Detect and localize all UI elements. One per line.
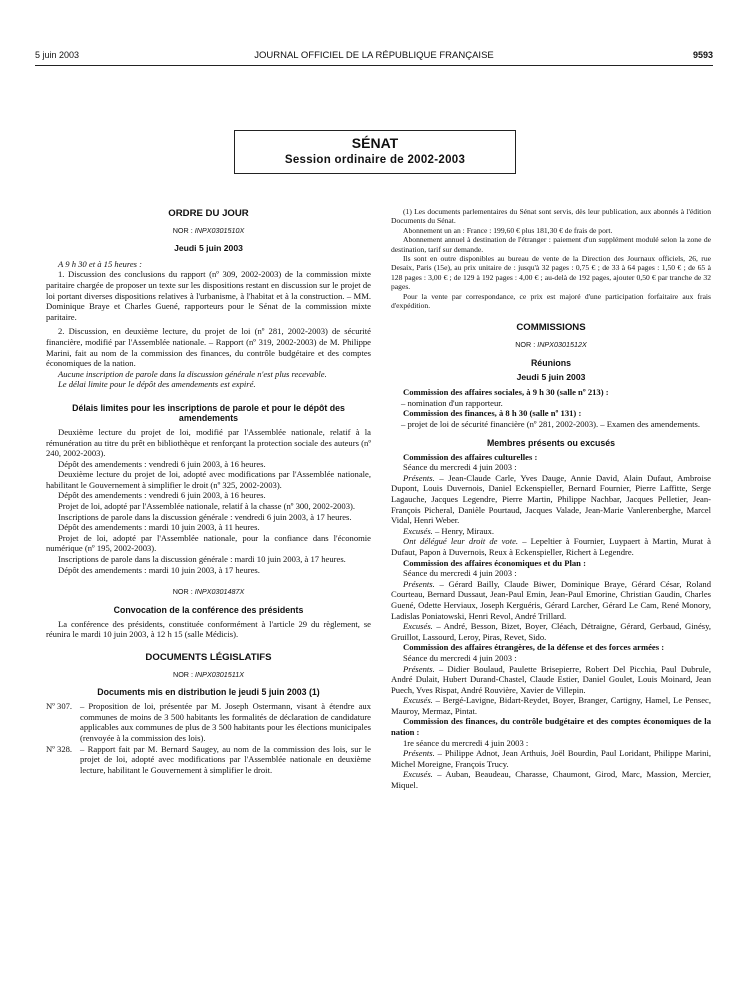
document-item — [46, 701, 371, 743]
senat-title: SÉNAT — [351, 135, 399, 151]
culturelles-presents — [391, 473, 711, 526]
economiques-excuses — [391, 621, 711, 642]
right-column — [391, 207, 711, 791]
finances-heading: Commission des finances, à 8 h 30 (salle nº 131) : — [403, 408, 582, 419]
ordre-du-jour-heading: ORDRE DU JOUR — [168, 208, 249, 219]
delais-p4-depot: Dépôt des amendements : mardi 10 juin 2003, à 17 heures. — [58, 564, 260, 575]
excuses-list: – Bergé-Lavigne, Bidart-Reydet, Boyer, Branger, Cartigny, Hamel, Le Pensec, Mauroy, Mermaz, Pintat. — [391, 695, 711, 716]
senat-title-box — [234, 130, 516, 174]
ordre-nor — [46, 226, 371, 237]
footnote-2: Abonnement un an : France : 199,60 € plus 181,30 € de frais de port. — [403, 225, 613, 235]
nor-code: INPX0301511X — [194, 669, 244, 679]
excuses-label: Excusés. — [403, 621, 433, 632]
culturelles-heading: Commission des affaires culturelles : — [403, 451, 538, 462]
document-item — [46, 744, 371, 776]
delais-p2-depot: Dépôt des amendements : vendredi 6 juin 2003, à 16 heures. — [58, 490, 266, 501]
comm-nor — [391, 340, 711, 351]
document-number: Nº 307. — [46, 701, 73, 712]
nor-code: INPX0301487X — [194, 587, 245, 597]
delais-p1: Deuxième lecture du projet de loi, modifié par l'Assemblée nationale, relatif à la rémunération au titre du prêt en bibliothèque et renforçant la protection sociale des auteurs (nº 240, 2002-2003). — [46, 426, 371, 459]
nor-label: NOR : — [515, 340, 536, 350]
ordre-time: A 9 h 30 et à 15 heures : — [58, 258, 143, 269]
convocation-text: La conférence des présidents, constituée conformément à l'article 29 du règlement, se réunira le mardi 10 juin 2003, à 12 h 15 (salle Médicis). — [46, 618, 371, 640]
document-number: Nº 328. — [46, 743, 73, 754]
excuses-list: – Henry, Miraux. — [432, 525, 495, 536]
document-text: – Proposition de loi, présentée par M. Joseph Ostermann, visant à étendre aux communes de moins de 3 500 habitants les formalités de déclaration de candidature applicables aux communes de plus de 3 500 habitants pour les élections municipales (renvoyée à la commission des lois). — [80, 701, 371, 743]
presents-label: Présents. — [403, 748, 435, 759]
reunions-heading: Réunions — [530, 357, 572, 368]
presents-label: Présents. — [403, 663, 435, 674]
reunions-date: Jeudi 5 juin 2003 — [516, 371, 586, 382]
delais-heading: Délais limites pour les inscriptions de parole et pour le dépôt des amendements — [72, 402, 345, 423]
finances-item: – projet de loi de sécurité financière (nº 281, 2002-2003). – Examen des amendements. — [401, 419, 701, 430]
nor-label: NOR : — [172, 587, 193, 597]
header-date: 5 juin 2003 — [35, 50, 80, 60]
delais-p3-inscriptions: Inscriptions de parole dans la discussion générale : vendredi 6 juin 2003, à 17 heures. — [58, 511, 352, 522]
footnote-block — [391, 207, 711, 310]
header-page-number: 9593 — [692, 50, 713, 60]
etrangeres-excuses — [391, 695, 711, 716]
finances2-presents — [391, 748, 711, 769]
delais-p1-depot: Dépôt des amendements : vendredi 6 juin 2003, à 16 heures. — [58, 458, 266, 469]
delegue-list: – Lepeltier à Fournier, Luypaert à Martin, Murat à Dufaut, Papon à Duvernois, Reux à Eckenspieller, Richert à Legendre. — [391, 536, 711, 557]
nor-code: INPX0301512X — [537, 340, 587, 350]
left-column — [46, 205, 371, 775]
etrangeres-heading: Commission des affaires étrangères, de la défense et des forces armées : — [403, 642, 665, 653]
presents-list: – Gérard Bailly, Claude Biwer, Dominique Braye, Gérard César, Roland Courteau, Bernard Dussaut, Jean-Paul Emin, Jean-Paul Emorine, Christian Gaudin, Charles Guené, Odette Herviaux, Joseph Kerguéris, Gérard Larcher, Gérard Le Cam, René Monory, Ladislas Poniatowski, Henri Revol, André Trillard. — [391, 578, 711, 621]
delais-p3-depot: Dépôt des amendements : mardi 10 juin 2003, à 11 heures. — [58, 522, 260, 533]
document-text: – Rapport fait par M. Bernard Saugey, au nom de la commission des lois, sur le projet de loi, adopté avec modifications par l'Assemblée nationale en deuxième lecture, habilitant le Gouvernement à simplifier le droit. — [80, 743, 371, 775]
excuses-label: Excusés. — [403, 769, 433, 780]
etrangeres-presents — [391, 664, 711, 696]
documents-subtitle: Documents mis en distribution le jeudi 5 juin 2003 (1) — [97, 687, 320, 698]
finances2-heading: Commission des finances, du contrôle budgétaire et des comptes économiques de la nation : — [391, 716, 711, 738]
ordre-item-2: 2. Discussion, en deuxième lecture, du projet de loi (nº 281, 2002-2003) de sécurité financière, modifié par l'Assemblée nationale. – Rapport (nº 319, 2002-2003) de M. Philippe Marini, fait au nom de la commission des finances, du contrôle budgétaire et des comptes économiques de la nation. — [46, 326, 371, 369]
ordre-note-2: Le délai limite pour le dépôt des amendements est expiré. — [58, 379, 256, 390]
footnote-3: Abonnement annuel à destination de l'étranger : paiement d'un supplément modulé selon la zone de destination, tarif sur demande. — [391, 235, 711, 254]
economiques-presents — [391, 579, 711, 621]
session-title: Session ordinaire de 2002-2003 — [284, 154, 466, 166]
economiques-heading: Commission des affaires économiques et du Plan : — [403, 557, 586, 568]
presents-label: Présents. — [403, 472, 435, 483]
delais-p4-inscriptions: Inscriptions de parole dans la discussion générale : mardi 10 juin 2003, à 17 heures. — [58, 554, 346, 565]
nor-label: NOR : — [173, 669, 193, 679]
excuses-list: – Auban, Beaudeau, Charasse, Chaumont, Girod, Marc, Massion, Mercier, Miquel. — [391, 769, 711, 791]
sociales-heading: Commission des affaires sociales, à 9 h 30 (salle nº 213) : — [403, 387, 609, 398]
documents-heading: DOCUMENTS LÉGISLATIFS — [145, 652, 272, 663]
convocation-heading: Convocation de la conférence des présidents — [113, 604, 304, 615]
ordre-item-1: 1. Discussion des conclusions du rapport (nº 309, 2002-2003) de la commission mixte paritaire chargée de proposer un texte sur les dispositions restant en discussion sur le projet de loi portant diverses dispositions relatives à l'urbanisme, à l'habitat et à la construction. – MM. Dominique Braye et Charles Guené, rapporteurs pour le Sénat de la commission mixte paritaire. — [46, 269, 371, 322]
excuses-label: Excusés. — [403, 525, 433, 536]
culturelles-seance: Séance du mercredi 4 juin 2003 : — [403, 462, 517, 473]
commissions-heading: COMMISSIONS — [516, 322, 586, 334]
nor-code: INPX0301510X — [194, 225, 245, 235]
footnote-5: Pour la vente par correspondance, ce prix est majoré d'une participation forfaitaire aux frais d'expédition. — [391, 291, 711, 311]
presents-list: – Jean-Claude Carle, Yves Dauge, Annie David, Alain Dufaut, Ambroise Dupont, Louis Duvernois, Daniel Eckenspieller, Bernard Fournier, Pierre Laffitte, Serge Lagauche, Jacques Legendre, Pierre Martin, Philippe Nachbar, Jacques Pelletier, Jean-François Picheral, Danièle Pourtaud, Jacques Valade, Jean-Marie Vanlerenberghe, Marcel Vidal, Henri Weber. — [391, 472, 711, 526]
ordre-date: Jeudi 5 juin 2003 — [174, 243, 243, 254]
docs-nor — [46, 670, 371, 681]
culturelles-delegue — [391, 536, 711, 557]
conv-nor — [46, 587, 371, 598]
economiques-seance: Séance du mercredi 4 juin 2003 : — [403, 568, 517, 579]
excuses-list: – André, Besson, Bizet, Boyer, Cléach, Détraigne, Gérard, Gerbaud, Ginésy, Gruillot, Lassourd, Leroy, Piras, Revet, Sido. — [391, 621, 711, 642]
delais-p2: Deuxième lecture du projet de loi, adopté avec modifications par l'Assemblée nationale, habilitant le Gouvernement à simplifier le droit (nº 325, 2002-2003). — [46, 469, 371, 490]
page-header — [35, 50, 713, 64]
etrangeres-seance: Séance du mercredi 4 juin 2003 : — [403, 652, 517, 663]
delais-p3: Projet de loi, adopté par l'Assemblée nationale, relatif à la chasse (nº 300, 2002-2003). — [58, 501, 356, 512]
excuses-label: Excusés. — [403, 695, 433, 706]
finances2-seance: 1re séance du mercredi 4 juin 2003 : — [403, 737, 529, 748]
nor-label: NOR : — [172, 225, 193, 235]
header-rule — [35, 65, 713, 66]
sociales-item: – nomination d'un rapporteur. — [401, 397, 503, 408]
footnote-1: (1) Les documents parlementaires du Sénat sont servis, dès leur publication, aux abonnés à l'édition Documents du Sénat. — [391, 207, 711, 226]
header-journal-title: JOURNAL OFFICIEL DE LA RÉPUBLIQUE FRANÇAISE — [254, 50, 494, 61]
delegue-label: Ont délégué leur droit de vote. — [403, 536, 519, 547]
membres-heading: Membres présents ou excusés — [486, 437, 616, 448]
presents-list: – Didier Boulaud, Paulette Brisepierre, Robert Del Picchia, Paul Dubrule, André Dulait, Hubert Durand-Chastel, Claude Estier, Daniel Goulet, Louis Moinard, Jean Puech, Yves Rispat, André Rouvière, Xavier de Villepin. — [391, 663, 711, 695]
delais-p4: Projet de loi, adopté par l'Assemblée nationale, pour la confiance dans l'économie numérique (nº 195, 2002-2003). — [46, 532, 371, 554]
finances2-excuses — [391, 769, 711, 790]
culturelles-excuses — [391, 526, 711, 537]
presents-label: Présents. — [403, 578, 435, 589]
footnote-4: Ils sont en outre disponibles au bureau de vente de la Direction des Journaux officiels, 26, rue Desaix, Paris (15e), au prix unitaire de : jusqu'à 32 pages : 0,75 € ; de 33 à 64 pages : 1,50 € ; de 65 à 128 pages : 3,00 € ; de 129 à 192 pages : 4,00 € ; au-delà de 192 pages, ajouter 0,50 € par tranche de 32 pages. — [391, 254, 711, 292]
ordre-note-1: Aucune inscription de parole dans la discussion générale n'est plus recevable. — [58, 368, 327, 379]
presents-list: – Philippe Adnot, Jean Arthuis, Joël Bourdin, Paul Loridant, Philippe Marini, Michel Moreigne, François Trucy. — [391, 748, 711, 769]
